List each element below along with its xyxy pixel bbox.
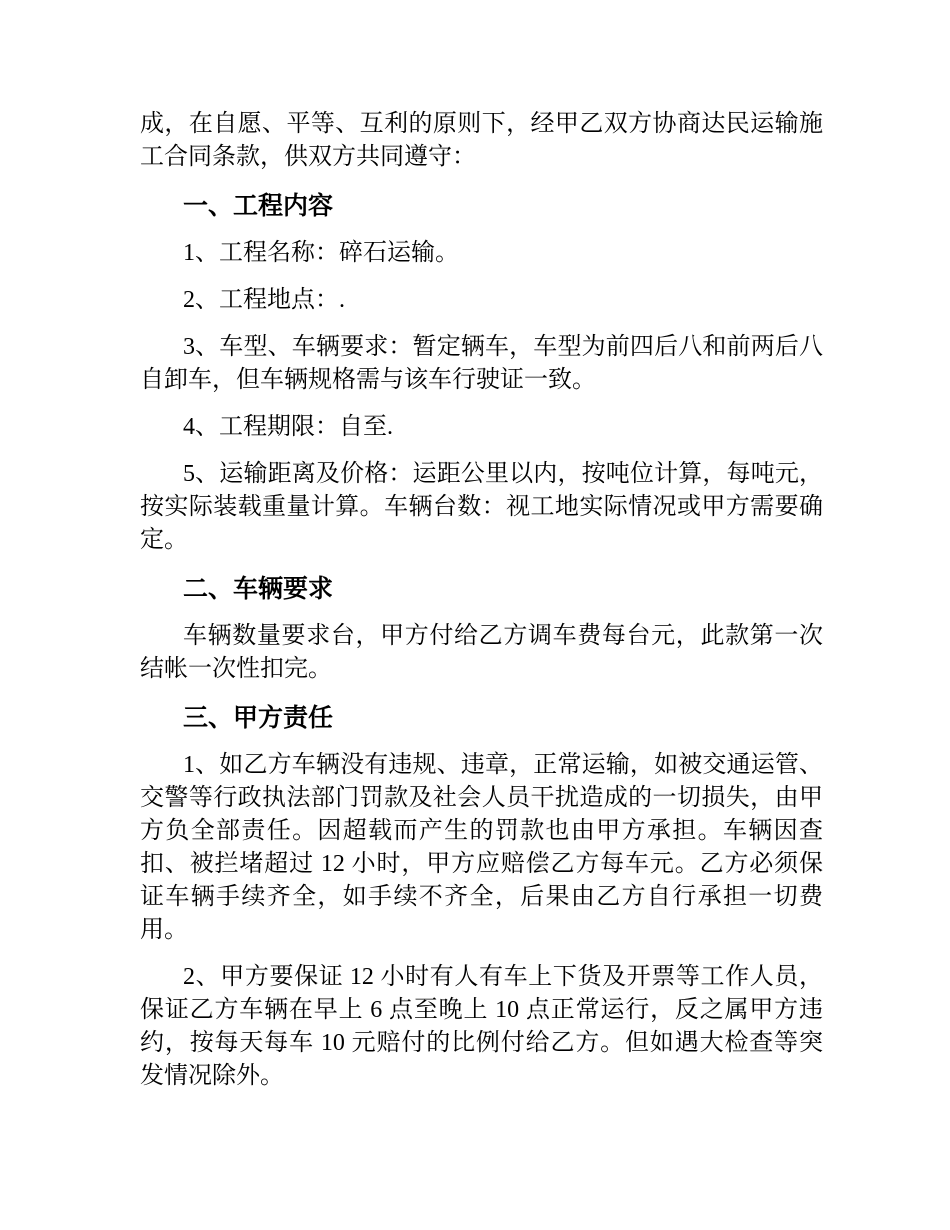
section-heading-vehicle-requirements: 二、车辆要求 — [183, 575, 334, 603]
paragraph-project-period: 4、工程期限：自至. — [183, 414, 393, 440]
paragraph-project-name: 1、工程名称：碎石运输。 — [183, 240, 459, 266]
paragraph-distance-and-price: 5、运输距离及价格：运距公里以内，按吨位计算，每吨元，按实际装载重量计算。车辆台数：视工地实际情况或甲方需要确定。 — [140, 461, 823, 553]
paragraph-project-location: 2、工程地点：. — [183, 287, 345, 313]
section-heading-project-content: 一、工程内容 — [183, 192, 334, 220]
paragraph-vehicle-type-requirements: 3、车型、车辆要求：暂定辆车，车型为前四后八和前两后八自卸车，但车辆规格需与该车行驶证一致。 — [140, 334, 823, 393]
paragraph-party-a-liability: 1、如乙方车辆没有违规、违章，正常运输，如被交通运管、交警等行政执法部门罚款及社会人员干扰造成的一切损失，由甲方负全部责任。因超载而产生的罚款也由甲方承担。车辆因查扣、被拦堵超过 12 小时，甲方应赔偿乙方每车元。乙方必须保证车辆手续齐全，如手续不齐全，后果由乙方自行承担一切费用。 — [140, 752, 823, 943]
document-text-body — [140, 108, 823, 1093]
section-heading-party-a-responsibility: 三、甲方责任 — [183, 704, 334, 732]
paragraph-party-a-guarantee: 2、甲方要保证 12 小时有人有车上下货及开票等工作人员，保证乙方车辆在早上 6 点至晚上 10 点正常运行，反之属甲方违约，按每天每车 10 元赔付的比例付给乙方。但如遇大检查等突发情况除外。 — [140, 964, 823, 1089]
intro-paragraph: 成，在自愿、平等、互利的原则下，经甲乙双方协商达民运输施工合同条款，供双方共同遵守： — [140, 111, 823, 170]
paragraph-vehicle-quantity: 车辆数量要求台，甲方付给乙方调车费每台元，此款第一次结帐一次性扣完。 — [140, 623, 823, 682]
